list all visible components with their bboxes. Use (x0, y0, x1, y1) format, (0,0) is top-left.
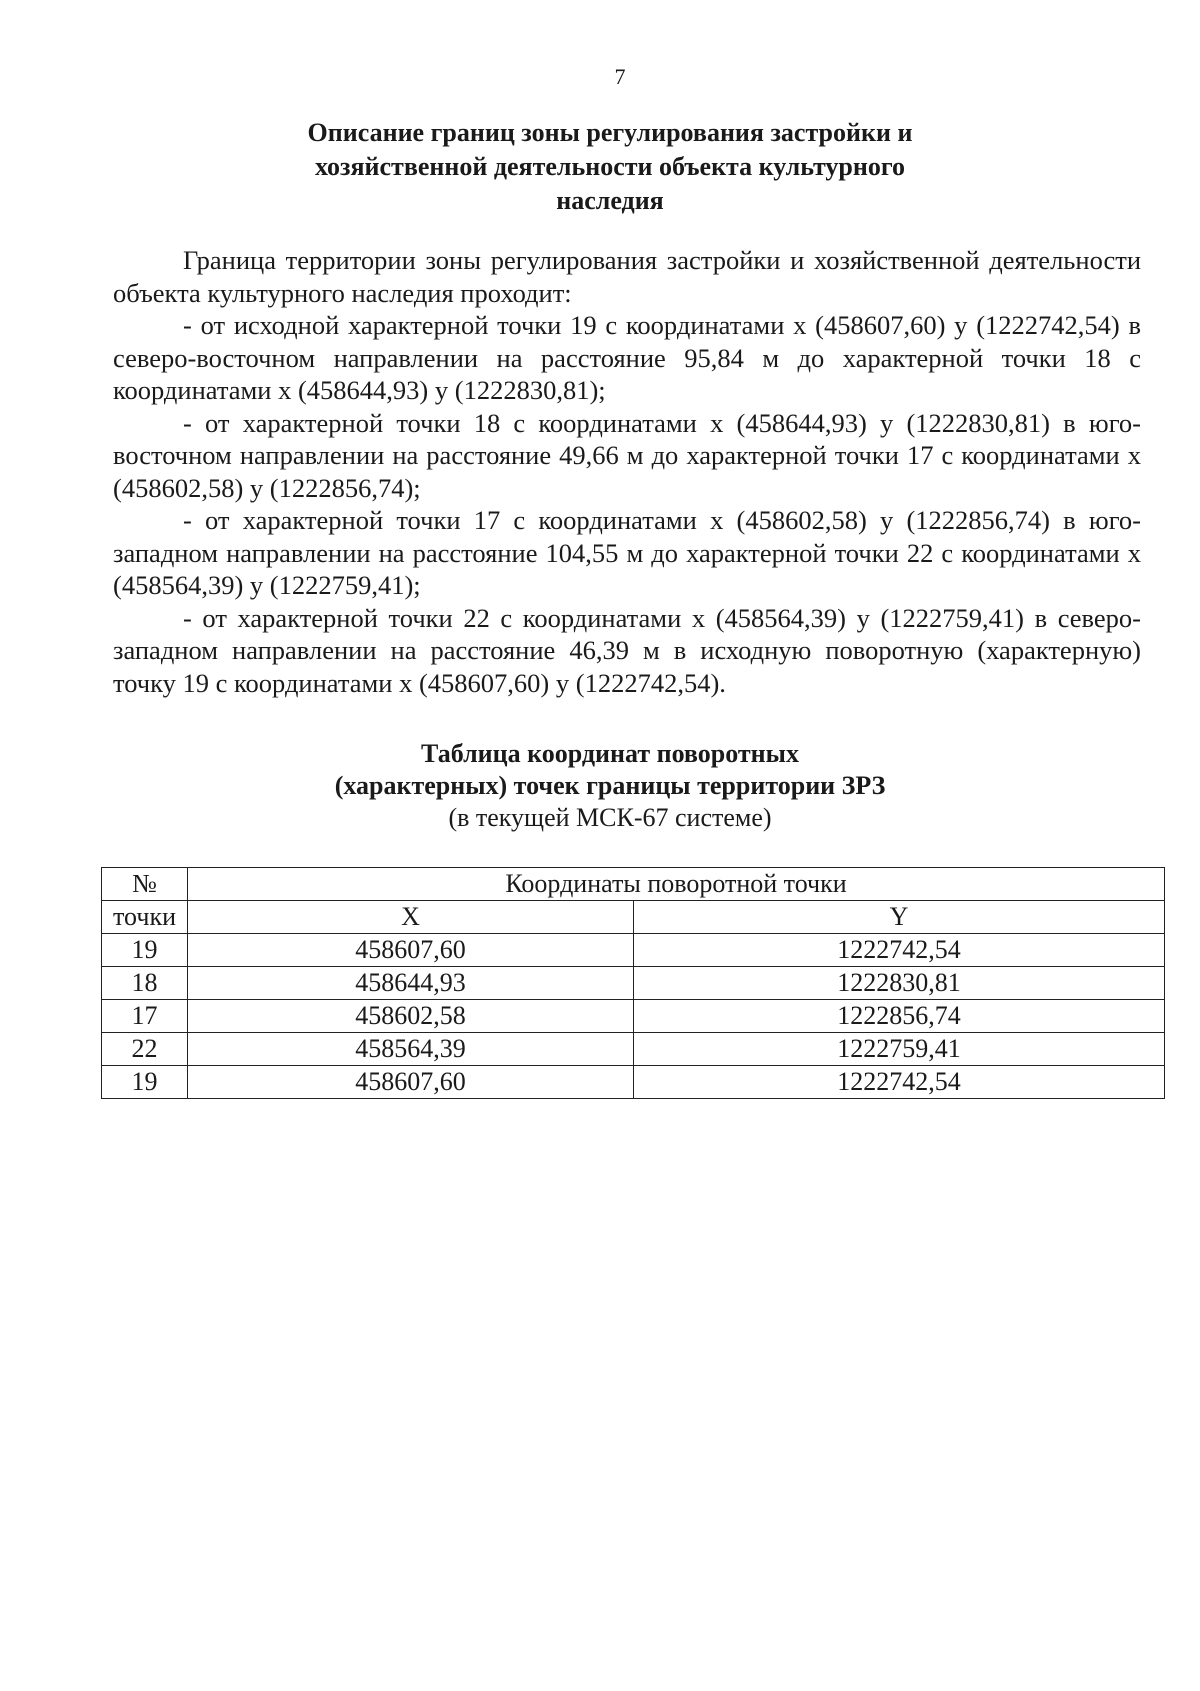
point-number-cell: 17 (102, 1000, 188, 1033)
document-title (250, 116, 970, 218)
y-coordinate-cell: 1222742,54 (634, 934, 1165, 967)
table-row (102, 1033, 1165, 1066)
page-number: 7 (614, 64, 626, 89)
point-number-cell: 19 (102, 1066, 188, 1099)
x-coordinate-cell: 458644,93 (188, 967, 634, 1000)
table-header-row (102, 868, 1165, 901)
boundary-segment-paragraph: - от характерной точки 22 с координатами x (458564,39) y (1222759,41) в северо-западном направлении на расстояние 46,39 м в исходную поворотную (характерную) точку 19 с координатами x (458607,60) y (1222742,54). (113, 602, 1141, 698)
y-coordinate-cell: 1222830,81 (634, 967, 1165, 1000)
table-row (102, 1066, 1165, 1099)
x-column-header: X (188, 901, 634, 934)
y-coordinate-cell: 1222856,74 (634, 1000, 1165, 1033)
point-number-cell: 19 (102, 934, 188, 967)
table-header-row (102, 901, 1165, 934)
table-row (102, 1000, 1165, 1033)
table-heading-subtitle: (в текущей МСК-67 системе) (448, 803, 772, 832)
boundary-description (113, 244, 1141, 699)
point-number-header: точки (102, 901, 188, 934)
document-title-line: наследия (556, 186, 664, 215)
x-coordinate-cell: 458607,60 (188, 934, 634, 967)
table-heading (250, 738, 970, 834)
document-title-line: Описание границ зоны регулирования застройки и (307, 118, 913, 147)
x-coordinate-cell: 458564,39 (188, 1033, 634, 1066)
table-row (102, 967, 1165, 1000)
coordinates-table (101, 867, 1165, 1099)
coordinates-header: Координаты поворотной точки (188, 868, 1165, 901)
point-number-cell: 22 (102, 1033, 188, 1066)
boundary-segment-paragraph: - от исходной характерной точки 19 с координатами x (458607,60) y (1222742,54) в северо-восточном направлении на расстояние 95,84 м до характерной точки 18 с координатами x (458644,93) y (1222830,81); (113, 310, 1141, 405)
boundary-segment-paragraph: - от характерной точки 17 с координатами x (458602,58) y (1222856,74) в юго-западном направлении на расстояние 104,55 м до характерной точки 22 с координатами x (458564,39) y (1222759,41); (113, 505, 1141, 600)
x-coordinate-cell: 458602,58 (188, 1000, 634, 1033)
point-number-cell: 18 (102, 967, 188, 1000)
point-number-header: № (102, 868, 188, 901)
table-heading-line: (характерных) точек границы территории ЗРЗ (334, 771, 886, 800)
intro-paragraph: Граница территории зоны регулирования застройки и хозяйственной деятельности объекта культурного наследия проходит: (113, 245, 1141, 308)
table-row (102, 934, 1165, 967)
y-coordinate-cell: 1222759,41 (634, 1033, 1165, 1066)
document-title-line: хозяйственной деятельности объекта культурного (315, 152, 905, 181)
x-coordinate-cell: 458607,60 (188, 1066, 634, 1099)
table-heading-line: Таблица координат поворотных (421, 739, 799, 768)
boundary-segment-paragraph: - от характерной точки 18 с координатами x (458644,93) y (1222830,81) в юго-восточном направлении на расстояние 49,66 м до характерной точки 17 с координатами x (458602,58) y (1222856,74); (113, 407, 1141, 503)
y-column-header: Y (634, 901, 1165, 934)
y-coordinate-cell: 1222742,54 (634, 1066, 1165, 1099)
